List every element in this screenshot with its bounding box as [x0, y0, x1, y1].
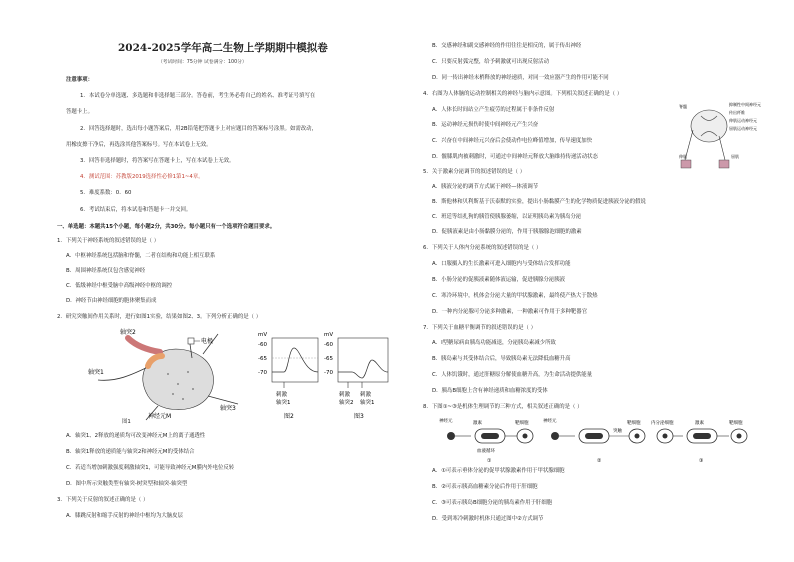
q6-option-d: D．一种内分泌腺可分泌多种激素，一种激素可作用于多种靶器官 — [432, 309, 588, 315]
q4-fig-label: 伸肌运动神经元 — [729, 118, 757, 123]
q7-option-c: C．人体饥饿时，通过肝糖原分解使血糖升高，为生命活动提供能量 — [432, 372, 593, 378]
notice-line: 2．回答选择题时，选出每小题答案后，用2B铅笔把答题卡上对应题目的答案标号涂黑。如需改动， — [80, 126, 317, 132]
q8-option-d: D．受到寒冷刺激时机体只通过图中②方式调节 — [432, 516, 544, 522]
q4-stem: 4．右图为人体脑的运动控制相关的神经与脑内示意图。下列相关叙述正确的是（ ） — [423, 91, 623, 97]
q2-figure-2 — [256, 330, 322, 420]
q7-option-b: B．胰岛素与其受体结合后，导致胰岛素无法降低血糖升高 — [432, 356, 571, 362]
notice-line: 用橡皮擦干净后，再选涂其他答案标号。写在本试卷上无效。 — [66, 142, 212, 148]
q6-option-a: A．口服摄入的生长激素可进入细胞内与受体结合发挥功能 — [432, 261, 571, 267]
q6-option-c: C．寒冷环境中，机体会分泌大量的甲状腺激素，最终使产热大于散热 — [432, 293, 598, 299]
q8-option-a: A．①可表示垂体分泌的促甲状腺激素作用于甲状腺细胞 — [432, 468, 565, 474]
q2-option-a: A．轴突1、2释放的递质均可改变神经元M上的离子通透性 — [66, 433, 206, 439]
notice-line: 3．回答非选择题时，将答案写在答题卡上，写在本试卷上无效。 — [80, 158, 235, 164]
fig3-stim-a: 刺激 — [339, 392, 351, 398]
q8-fig-label: 靶细胞 — [627, 421, 641, 426]
q3-stem: 3．下列关于反射的叙述正确的是（ ） — [57, 497, 149, 503]
notice-heading: 注意事项： — [66, 77, 93, 83]
q8-figure — [437, 414, 757, 466]
q4-fig-label: 屈肌 — [731, 154, 739, 159]
q3-option-b: B．交感神经和副交感神经的作用往往是相反的，属于传出神经 — [432, 43, 582, 49]
fig3-stim-b: 刺激 — [360, 392, 372, 398]
q4-fig-label: 抑制性中间神经元 — [729, 102, 761, 107]
q4-option-a: A．人体长时间站立产生疲劳的过程属于非条件反射 — [432, 107, 555, 113]
q2-option-b: B．轴突1释放的递质能与轴突2和神经元M的受体结合 — [66, 449, 195, 455]
notice-line: 1．本试卷分单选题、多选题和非选择题三部分。答卷前，考生务必将自己的姓名、准考证号填写在 — [80, 93, 316, 99]
q8-fig-num: ① — [487, 458, 492, 464]
q7-stem: 7．下列关于血糖平衡调节的叙述错误的是（ ） — [423, 325, 536, 331]
fig2-y3: -70 — [258, 370, 267, 376]
q8-fig-num: ② — [597, 458, 602, 464]
q3-option-a: A．膝跳反射和缩手反射的神经中枢均为大脑皮层 — [66, 513, 183, 519]
q2-option-d: D．图中所示突触类型有轴突-树突型和轴突-轴突型 — [66, 481, 188, 487]
q1-stem: 1．下列关于神经系统的叙述错误的是（ ） — [57, 238, 160, 244]
q6-option-b: B．小肠分泌的促胰液素随体液运输，促进胰腺分泌胰液 — [432, 277, 566, 283]
notice-line: 5．难度系数：0．60 — [80, 190, 132, 196]
q7-option-a: A．I型糖尿病由胰岛功能减退，分泌胰岛素减少所致 — [432, 340, 556, 346]
q2-stem: 2．研究突触间作用关系时，进行如图1实验，结果如图2、3。下列分析正确的是（ ） — [57, 314, 262, 320]
label-axon2: 轴突2 — [120, 329, 136, 336]
q5-option-d: D．促胰液素是由小肠黏膜分泌的，作用于胰腺腺泡细胞的激素 — [432, 229, 582, 235]
fig3-unit: mV — [324, 332, 334, 338]
notice-scope: 4．测试范围：苏教版2019选择性必修1第1~4章。 — [80, 174, 204, 180]
q4-fig-label: 屈肌运动神经元 — [729, 126, 757, 131]
label-axon3: 轴突3 — [220, 405, 236, 412]
q2-figure-1 — [88, 324, 248, 424]
q4-fig-label: 伸肌 — [679, 154, 687, 159]
q4-fig-label: 传出纤维 — [729, 110, 745, 115]
fig3-y3: -70 — [324, 370, 333, 376]
q3-option-d: D．同一传出神经末梢释放的神经递质，对同一效应器产生的作用可能不同 — [432, 75, 609, 81]
q8-option-c: C．③可表示胰岛B细胞分泌的胰岛素作用于肝细胞 — [432, 500, 553, 506]
q8-fig-label: 激素 — [695, 421, 704, 426]
q4-figure — [679, 100, 771, 172]
fig2-caption: 图2 — [284, 413, 294, 420]
q8-fig-label: 神经元 — [543, 419, 557, 424]
q4-option-c: C．兴奋在中间神经元兴奋后会使动作电位峰值增加，传导速度加快 — [432, 138, 593, 144]
fig2-unit: mV — [258, 332, 268, 338]
notice-line: 答题卡上。 — [66, 109, 93, 115]
q8-fig-label: 激素 — [473, 421, 482, 426]
fig2-stim: 刺激 — [276, 392, 288, 398]
q8-fig-num: ③ — [699, 458, 704, 464]
fig2-y1: -60 — [258, 342, 267, 348]
q5-option-b: B．斯他林和贝利斯基于沃泰默的实验，提出小肠黏膜产生的化学物质促进胰液分泌的假说 — [432, 199, 646, 205]
q5-option-c: C．班廷等结扎狗的胰管使胰腺萎缩，以证明胰岛素为胰岛分泌 — [432, 214, 582, 220]
q8-fig-label: 内分泌细胞 — [651, 421, 674, 426]
fig3-y1: -60 — [324, 342, 333, 348]
q4-fig-label: 脊髓 — [679, 104, 687, 109]
section-heading: 一、单选题：本题共15个小题，每小题2分，共30分。每小题只有一个选项符合题目要求。 — [57, 224, 276, 230]
q2-option-c: C．若适当增加刺激强度刺激轴突1，可能导致神经元M膜内外电位反转 — [66, 465, 235, 471]
fig2-stim-axon: 轴突1 — [276, 400, 291, 406]
label-neuron-m: 神经元M — [148, 413, 172, 420]
q8-fig-label: 靶细胞 — [515, 421, 529, 426]
q8-fig-label: 突触 — [613, 429, 622, 434]
q8-fig-label: 靶细胞 — [729, 421, 743, 426]
q8-option-b: B．②可表示胰高血糖素分泌后作用于肝细胞 — [432, 484, 538, 490]
right-column — [397, 0, 794, 562]
q4-option-b: B．运动神经元损伤时使中间神经元产生兴奋 — [432, 122, 539, 128]
q4-option-d: D．髋膝肌肉被刺激时，可通过中间神经元释放大脑维持传递活动状态 — [432, 154, 598, 160]
q5-option-a: A．胰液分泌的调节方式属于神经—体液调节 — [432, 184, 539, 190]
q1-option-d: D．神经节由神经细胞的胞体聚集而成 — [66, 298, 157, 304]
label-electrode: 电极 — [201, 338, 214, 345]
q3-option-c: C．只要反射弧完整，给予刺激就可出现反射活动 — [432, 59, 549, 65]
q5-stem: 5．关于激素分泌调节的叙述错误的是（ ） — [423, 169, 526, 175]
fig3-caption: 图3 — [354, 413, 364, 420]
q2-figure-3 — [322, 330, 394, 420]
q8-fig-label: 血液循环 — [477, 449, 495, 454]
fig2-y2: -65 — [258, 356, 267, 362]
q1-option-b: B．周围神经系统仅包含感觉神经 — [66, 268, 146, 274]
fig3-y2: -65 — [324, 356, 333, 362]
fig3-stim-axon-b: 轴突1 — [360, 400, 375, 406]
q8-stem: 8．下图①~③是机体生理调节的三种方式，相关叙述正确的是（ ） — [423, 404, 583, 410]
q8-fig-label: 神经元 — [439, 419, 453, 424]
fig1-caption: 图1 — [122, 419, 131, 425]
page-title: 2024-2025学年高二生物上学期期中模拟卷 — [118, 42, 328, 54]
notice-line: 6．考试结束后，将本试卷和答题卡一并交回。 — [80, 207, 192, 213]
q6-stem: 6．下列关于人体内分泌系统的叙述错误的是（ ） — [423, 245, 542, 251]
q1-option-c: C．低级神经中枢受脑中高级神经中枢的调控 — [66, 283, 173, 289]
label-axon1: 轴突1 — [88, 369, 104, 376]
fig3-stim-axon-a: 轴突2 — [339, 400, 354, 406]
q7-option-d: D．胰岛B细胞上含有神经递质和血糖浓度的受体 — [432, 388, 548, 394]
q1-option-a: A．中枢神经系统包括脑和脊髓，二者在结构和功能上相互联系 — [66, 253, 216, 259]
exam-info: （考试时间：75分钟 试卷满分：100分） — [158, 60, 247, 65]
